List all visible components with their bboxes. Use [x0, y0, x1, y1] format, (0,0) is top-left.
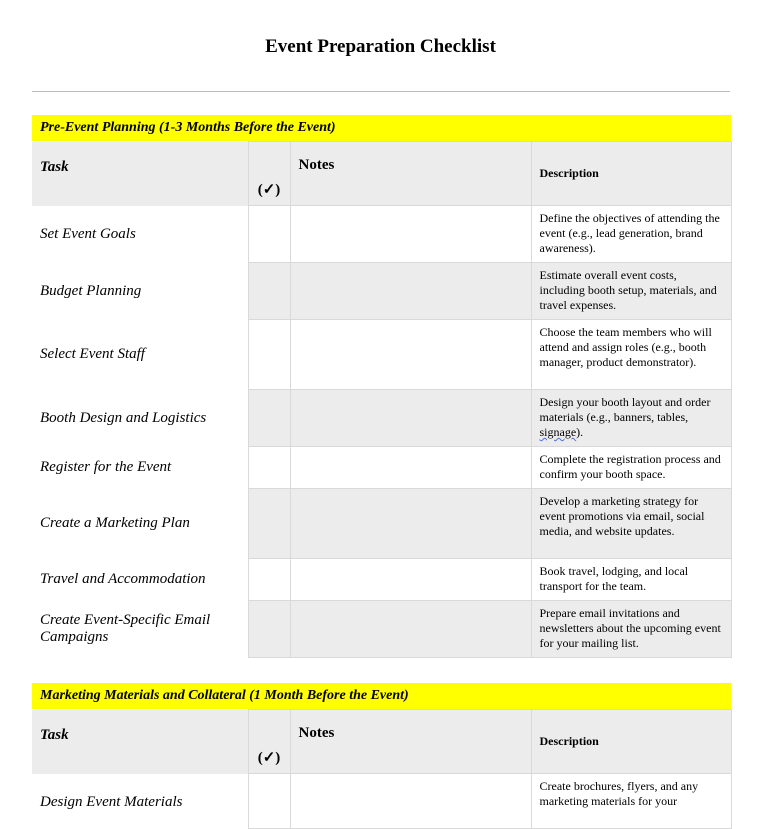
column-header-task: Task — [32, 710, 248, 774]
task-label: Design Event Materials — [40, 793, 183, 810]
check-cell[interactable] — [248, 559, 290, 601]
table-header-row — [32, 142, 731, 206]
table-row — [32, 559, 731, 601]
section-heading: Marketing Materials and Collateral (1 Month Before the Event) — [32, 683, 731, 709]
check-cell[interactable] — [248, 390, 290, 447]
table-row — [32, 263, 731, 320]
table-row — [32, 489, 731, 559]
spellcheck-flagged-word: signage — [539, 425, 577, 439]
task-description: Develop a marketing strategy for event promotions via email, social media, and website updates. — [531, 489, 731, 559]
task-description: Define the objectives of attending the event (e.g., lead generation, brand awareness). — [531, 206, 731, 263]
check-cell[interactable] — [248, 320, 290, 390]
description-text: Design your booth layout and order materials (e.g., banners, tables, — [539, 395, 711, 424]
section-pre-event-planning — [32, 115, 731, 658]
column-header-description: Description — [531, 142, 731, 206]
table-row — [32, 320, 731, 390]
task-description — [531, 390, 731, 447]
title-divider — [32, 91, 730, 92]
notes-cell[interactable] — [290, 489, 531, 559]
section-heading: Pre-Event Planning (1-3 Months Before the Event) — [32, 115, 731, 141]
task-label: Set Event Goals — [40, 225, 136, 242]
notes-cell[interactable] — [290, 774, 531, 829]
section-marketing-materials — [32, 683, 731, 829]
table-row — [32, 774, 731, 829]
task-description: Choose the team members who will attend and assign roles (e.g., booth manager, product demonstrator). — [531, 320, 731, 390]
table-row — [32, 206, 731, 263]
task-description: Prepare email invitations and newsletters about the upcoming event for your mailing list. — [531, 601, 731, 658]
notes-cell[interactable] — [290, 601, 531, 658]
task-label: Select Event Staff — [40, 346, 145, 362]
check-cell[interactable] — [248, 489, 290, 559]
check-cell[interactable] — [248, 774, 290, 829]
column-header-notes: Notes — [290, 710, 531, 774]
description-text: ). — [576, 425, 584, 439]
table-row — [32, 390, 731, 447]
task-description: Estimate overall event costs, including booth setup, materials, and travel expenses. — [531, 263, 731, 320]
column-header-check: (✓) — [248, 710, 290, 774]
task-label: Create Event-Specific Email Campaigns — [40, 612, 211, 645]
notes-cell[interactable] — [290, 263, 531, 320]
column-header-description: Description — [531, 710, 731, 774]
column-header-task: Task — [32, 142, 248, 206]
notes-cell[interactable] — [290, 447, 531, 489]
table-row — [32, 601, 731, 658]
task-label: Budget Planning — [40, 282, 142, 299]
table-header-row — [32, 710, 731, 774]
check-cell[interactable] — [248, 263, 290, 320]
notes-cell[interactable] — [290, 206, 531, 263]
checklist-table — [32, 141, 732, 658]
notes-cell[interactable] — [290, 320, 531, 390]
checklist-table — [32, 709, 732, 829]
task-description: Create brochures, flyers, and any marketing materials for your — [531, 774, 731, 829]
notes-cell[interactable] — [290, 559, 531, 601]
task-description: Book travel, lodging, and local transport for the team. — [531, 559, 731, 601]
notes-cell[interactable] — [290, 390, 531, 447]
check-cell[interactable] — [248, 601, 290, 658]
task-label: Travel and Accommodation — [40, 571, 206, 587]
task-label: Register for the Event — [40, 459, 172, 475]
table-row — [32, 447, 731, 489]
check-cell[interactable] — [248, 206, 290, 263]
task-label: Booth Design and Logistics — [40, 409, 207, 426]
task-description: Complete the registration process and confirm your booth space. — [531, 447, 731, 489]
document-title: Event Preparation Checklist — [265, 36, 496, 57]
column-header-check: (✓) — [248, 142, 290, 206]
column-header-notes: Notes — [290, 142, 531, 206]
task-label: Create a Marketing Plan — [40, 515, 190, 531]
check-cell[interactable] — [248, 447, 290, 489]
